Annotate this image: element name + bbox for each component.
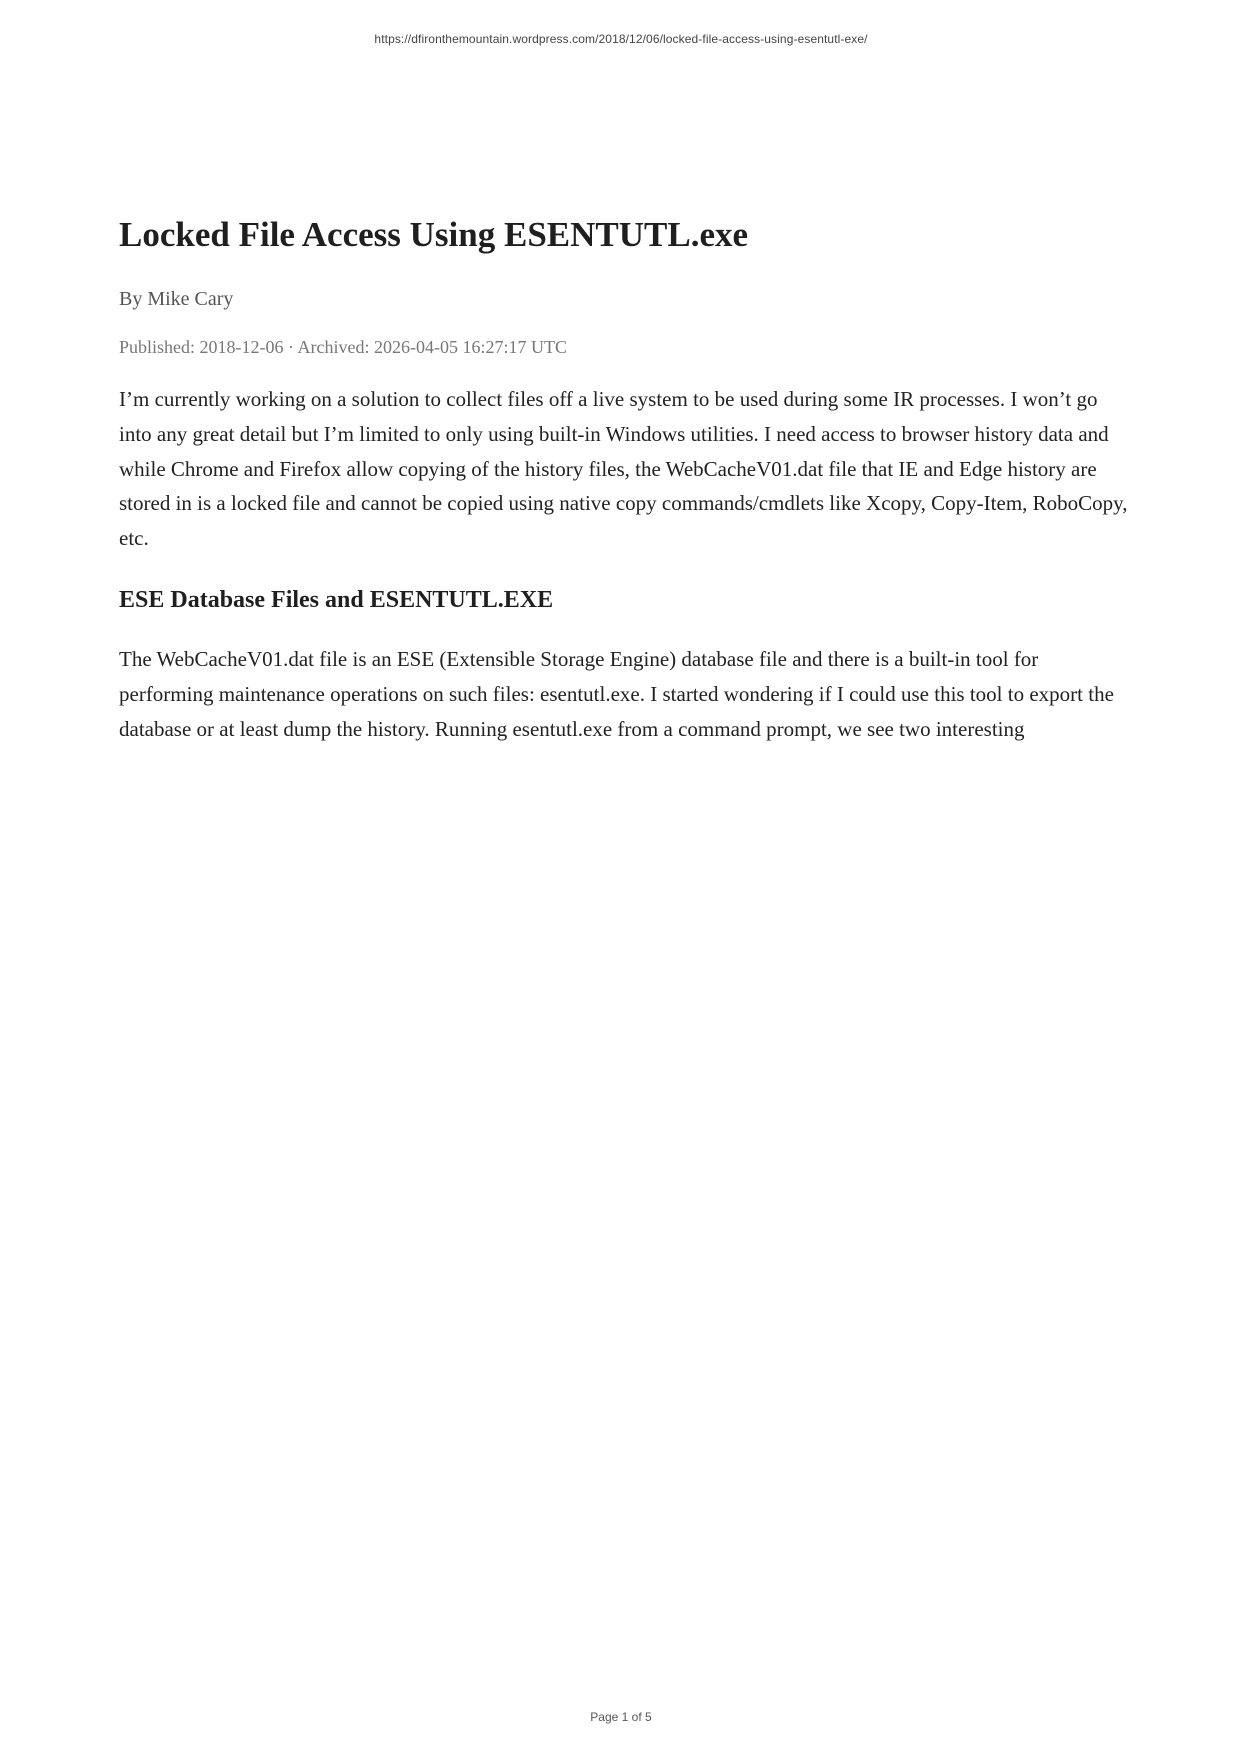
- article: [119, 204, 1129, 746]
- section-heading: ESE Database Files and ESENTUTL.EXE: [119, 586, 554, 613]
- body-paragraph: The WebCacheV01.dat file is an ESE (Extensible Storage Engine) database file and there is a built-in tool for performing maintenance operations on such files: esentutl.exe. I started wondering if I could use this tool to export the database or at least dump the history. Running esentutl.exe from a command prompt, we see two interesting: [119, 646, 1114, 741]
- page-number: Page 1 of 5: [590, 1710, 652, 1724]
- author-byline: By Mike Cary: [119, 288, 234, 310]
- intro-paragraph: I’m currently working on a solution to collect files off a live system to be used during some IR processes. I won’t go into any great detail but I’m limited to only using built-in Windows utilities. I need access to browser history data and while Chrome and Firefox allow copying of the history files, the WebCacheV01.dat file that IE and Edge history are stored in is a locked file and cannot be copied using native copy commands/cmdlets like Xcopy, Copy-Item, RoboCopy, etc.: [119, 387, 1128, 551]
- publication-meta: Published: 2018-12-06 · Archived: 2026-04-05 16:27:17 UTC: [119, 337, 567, 357]
- page-url: https://dfironthemountain.wordpress.com/2018/12/06/locked-file-access-using-esentutl-exe/: [374, 32, 868, 46]
- article-title: Locked File Access Using ESENTUTL.exe: [119, 215, 749, 254]
